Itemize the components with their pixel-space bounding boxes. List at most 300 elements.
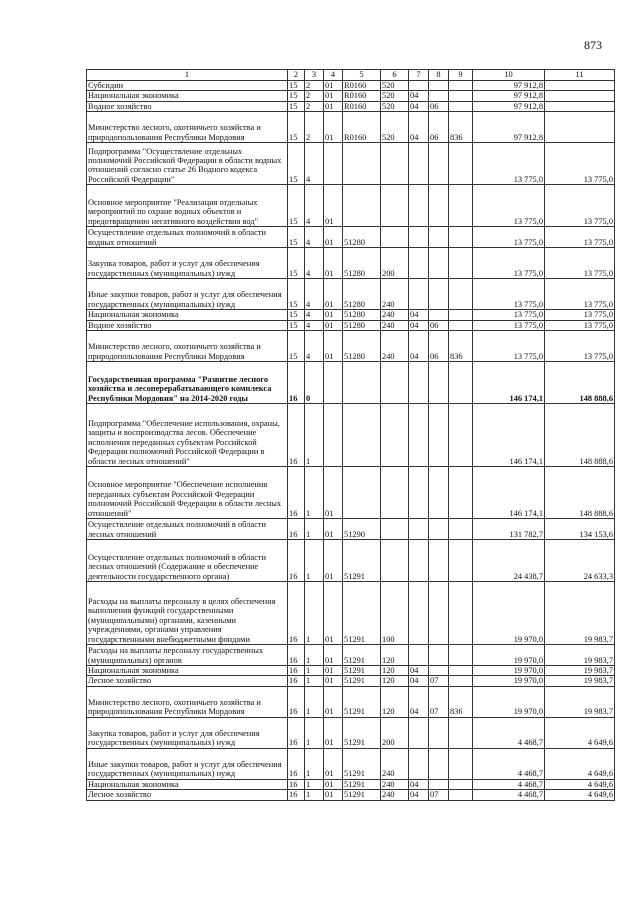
subprogram-cell: 01 (324, 686, 343, 717)
ministry-cell (449, 91, 473, 101)
subsection-cell (429, 143, 449, 185)
subsection-cell: 07 (429, 790, 449, 800)
section-cell: 04 (409, 676, 429, 686)
header-cell: 8 (429, 70, 449, 81)
table-row (87, 686, 615, 717)
section-cell (409, 185, 429, 227)
table-row (87, 143, 615, 185)
ministry-cell (449, 310, 473, 320)
header-cell: 11 (545, 70, 615, 81)
expense-type-cell: 100 (381, 582, 409, 645)
amount-2019-cell: 13 775,0 (473, 279, 545, 310)
chapter-cell: 15 (288, 91, 305, 101)
expense-type-cell (381, 185, 409, 227)
chapter-cell: 15 (288, 81, 305, 91)
header-cell: 9 (449, 70, 473, 81)
ministry-cell (449, 519, 473, 540)
target-article-cell: 51291 (343, 790, 381, 800)
amount-2020-cell: 19 983,7 (545, 645, 615, 666)
subprogram-cell: 01 (324, 779, 343, 789)
subsection-cell (429, 582, 449, 645)
row-name-cell: Лесное хозяйство (87, 790, 288, 800)
row-name-cell: Осуществление отдельных полномочий в области водных отношений (87, 227, 288, 248)
table-row (87, 320, 615, 330)
program-cell: 1 (305, 645, 324, 666)
amount-2020-cell: 13 775,0 (545, 227, 615, 248)
target-article-cell: R0160 (343, 91, 381, 101)
subprogram-cell: 01 (324, 227, 343, 248)
amount-2020-cell: 19 983,7 (545, 666, 615, 676)
amount-2019-cell: 146 174,1 (473, 404, 545, 467)
section-cell (409, 645, 429, 666)
ministry-cell (449, 779, 473, 789)
subsection-cell: 06 (429, 320, 449, 330)
table-body (87, 81, 615, 801)
amount-2020-cell: 19 983,7 (545, 686, 615, 717)
expense-type-cell: 520 (381, 101, 409, 111)
chapter-cell: 15 (288, 279, 305, 310)
program-cell: 4 (305, 248, 324, 279)
amount-2020-cell: 4 649,6 (545, 779, 615, 789)
subsection-cell (429, 645, 449, 666)
amount-2019-cell: 4 468,7 (473, 717, 545, 748)
program-cell: 1 (305, 717, 324, 748)
amount-2020-cell: 13 775,0 (545, 248, 615, 279)
ministry-cell (449, 676, 473, 686)
target-article-cell: 51280 (343, 320, 381, 330)
table-row (87, 582, 615, 645)
ministry-cell (449, 666, 473, 676)
amount-2019-cell: 13 775,0 (473, 185, 545, 227)
header-cell: 1 (87, 70, 288, 81)
program-cell: 4 (305, 310, 324, 320)
chapter-cell: 16 (288, 467, 305, 519)
table-row (87, 279, 615, 310)
table-row (87, 404, 615, 467)
row-name-cell: Закупка товаров, работ и услуг для обеспечения государственных (муниципальных) нужд (87, 717, 288, 748)
amount-2019-cell: 97 912,8 (473, 112, 545, 143)
amount-2020-cell: 148 888,6 (545, 467, 615, 519)
subprogram-cell: 01 (324, 666, 343, 676)
ministry-cell: 836 (449, 112, 473, 143)
target-article-cell (343, 362, 381, 404)
amount-2020-cell: 19 983,7 (545, 676, 615, 686)
subprogram-cell: 01 (324, 790, 343, 800)
program-cell: 4 (305, 143, 324, 185)
expense-type-cell: 240 (381, 790, 409, 800)
row-name-cell: Лесное хозяйство (87, 676, 288, 686)
header-cell: 10 (473, 70, 545, 81)
ministry-cell (449, 143, 473, 185)
subsection-cell (429, 467, 449, 519)
program-cell: 1 (305, 790, 324, 800)
chapter-cell: 16 (288, 362, 305, 404)
program-cell: 0 (305, 362, 324, 404)
header-cell: 7 (409, 70, 429, 81)
program-cell: 1 (305, 519, 324, 540)
chapter-cell: 16 (288, 717, 305, 748)
table-row (87, 91, 615, 101)
amount-2020-cell: 134 153,6 (545, 519, 615, 540)
ministry-cell (449, 467, 473, 519)
target-article-cell: R0160 (343, 101, 381, 111)
program-cell: 1 (305, 686, 324, 717)
subsection-cell: 07 (429, 676, 449, 686)
page-number: 873 (584, 38, 602, 52)
program-cell: 4 (305, 227, 324, 248)
ministry-cell (449, 279, 473, 310)
subprogram-cell: 01 (324, 279, 343, 310)
chapter-cell: 16 (288, 666, 305, 676)
expense-type-cell: 240 (381, 779, 409, 789)
section-cell: 04 (409, 666, 429, 676)
subprogram-cell: 01 (324, 676, 343, 686)
amount-2019-cell: 146 174,1 (473, 467, 545, 519)
table-row (87, 666, 615, 676)
chapter-cell: 16 (288, 748, 305, 779)
section-cell (409, 227, 429, 248)
row-name-cell: Водное хозяйство (87, 320, 288, 330)
amount-2019-cell: 13 775,0 (473, 331, 545, 362)
target-article-cell: 51290 (343, 519, 381, 540)
expense-type-cell: 120 (381, 686, 409, 717)
program-cell: 1 (305, 676, 324, 686)
row-name-cell: Национальная экономика (87, 91, 288, 101)
section-cell (409, 362, 429, 404)
subsection-cell (429, 666, 449, 676)
ministry-cell (449, 81, 473, 91)
expense-type-cell: 240 (381, 279, 409, 310)
row-name-cell: Подпрограмма "Осуществление отдельных полномочий Российской Федерации в области водных отношений согласно статье 26 Водного кодекса Российской Федерации" (87, 143, 288, 185)
ministry-cell (449, 362, 473, 404)
header-cell: 6 (381, 70, 409, 81)
subprogram-cell: 01 (324, 248, 343, 279)
target-article-cell: 51291 (343, 748, 381, 779)
subprogram-cell: 01 (324, 101, 343, 111)
amount-2020-cell: 24 633,3 (545, 540, 615, 582)
target-article-cell: 51291 (343, 666, 381, 676)
amount-2019-cell: 19 970,0 (473, 666, 545, 676)
ministry-cell (449, 248, 473, 279)
subprogram-cell: 01 (324, 519, 343, 540)
amount-2019-cell: 13 775,0 (473, 143, 545, 185)
amount-2020-cell: 13 775,0 (545, 279, 615, 310)
expense-type-cell (381, 467, 409, 519)
target-article-cell: 51291 (343, 686, 381, 717)
subsection-cell (429, 91, 449, 101)
subsection-cell (429, 779, 449, 789)
chapter-cell: 15 (288, 310, 305, 320)
ministry-cell (449, 748, 473, 779)
target-article-cell: 51291 (343, 717, 381, 748)
ministry-cell (449, 582, 473, 645)
target-article-cell (343, 404, 381, 467)
expense-type-cell: 240 (381, 331, 409, 362)
subsection-cell (429, 310, 449, 320)
expense-type-cell: 240 (381, 748, 409, 779)
expense-type-cell: 120 (381, 666, 409, 676)
row-name-cell: Основное мероприятие "Реализация отдельных мероприятий по охране водных объектов и предотвращению негативного воздействия вод" (87, 185, 288, 227)
amount-2019-cell: 19 970,0 (473, 582, 545, 645)
section-cell (409, 519, 429, 540)
expense-type-cell: 120 (381, 676, 409, 686)
subsection-cell (429, 540, 449, 582)
ministry-cell (449, 227, 473, 248)
chapter-cell: 16 (288, 404, 305, 467)
table-row (87, 310, 615, 320)
target-article-cell (343, 467, 381, 519)
table-row (87, 331, 615, 362)
chapter-cell: 16 (288, 645, 305, 666)
subprogram-cell (324, 362, 343, 404)
amount-2020-cell: 148 888,6 (545, 404, 615, 467)
subprogram-cell (324, 143, 343, 185)
ministry-cell (449, 540, 473, 582)
subprogram-cell: 01 (324, 112, 343, 143)
amount-2020-cell: 13 775,0 (545, 143, 615, 185)
subsection-cell (429, 227, 449, 248)
section-cell (409, 81, 429, 91)
chapter-cell: 16 (288, 540, 305, 582)
expense-type-cell (381, 143, 409, 185)
row-name-cell: Расходы на выплаты персоналу в целях обеспечения выполнения функций государственными (муниципальными) органами, казенными учреждениями, органами управления государственными внебюджетными фондами (87, 582, 288, 645)
expense-type-cell (381, 540, 409, 582)
table-row (87, 779, 615, 789)
section-cell (409, 717, 429, 748)
subsection-cell (429, 519, 449, 540)
amount-2020-cell: 4 649,6 (545, 717, 615, 748)
subsection-cell (429, 748, 449, 779)
subprogram-cell: 01 (324, 185, 343, 227)
program-cell: 2 (305, 81, 324, 91)
chapter-cell: 15 (288, 185, 305, 227)
amount-2019-cell: 131 782,7 (473, 519, 545, 540)
amount-2020-cell: 13 775,0 (545, 320, 615, 330)
table-row (87, 748, 615, 779)
target-article-cell: 51280 (343, 279, 381, 310)
section-cell: 04 (409, 331, 429, 362)
amount-2020-cell: 13 775,0 (545, 185, 615, 227)
section-cell: 04 (409, 320, 429, 330)
row-name-cell: Осуществление отдельных полномочий в области лесных отношений (87, 519, 288, 540)
chapter-cell: 16 (288, 582, 305, 645)
chapter-cell: 15 (288, 331, 305, 362)
header-cell: 3 (305, 70, 324, 81)
header-cell: 5 (343, 70, 381, 81)
program-cell: 2 (305, 112, 324, 143)
amount-2020-cell: 13 775,0 (545, 310, 615, 320)
header-row (87, 70, 615, 81)
table-row (87, 112, 615, 143)
section-cell (409, 582, 429, 645)
section-cell (409, 404, 429, 467)
expense-type-cell: 200 (381, 248, 409, 279)
amount-2020-cell (545, 101, 615, 111)
expense-type-cell (381, 227, 409, 248)
subprogram-cell: 01 (324, 331, 343, 362)
amount-2020-cell (545, 112, 615, 143)
program-cell: 4 (305, 331, 324, 362)
section-cell (409, 279, 429, 310)
row-name-cell: Министерство лесного, охотничьего хозяйства и природопользования Республики Мордовия (87, 331, 288, 362)
row-name-cell: Подпрограмма "Обеспечение использования, охраны, защиты и воспроизводства лесов. Обеспечение исполнения переданных субъектам Российской Федерации полномочий Российской Федерации в области лесных отношений" (87, 404, 288, 467)
section-cell (409, 467, 429, 519)
table-row (87, 540, 615, 582)
target-article-cell: 51280 (343, 331, 381, 362)
section-cell: 04 (409, 779, 429, 789)
ministry-cell: 836 (449, 331, 473, 362)
program-cell: 4 (305, 185, 324, 227)
row-name-cell: Государственная программа "Развитие лесного хозяйства и лесоперерабатывающего комплекса Республики Мордовия" на 2014-2020 годы (87, 362, 288, 404)
chapter-cell: 15 (288, 227, 305, 248)
expense-type-cell: 520 (381, 91, 409, 101)
expense-type-cell: 520 (381, 112, 409, 143)
subprogram-cell: 01 (324, 717, 343, 748)
expense-type-cell: 520 (381, 81, 409, 91)
target-article-cell (343, 185, 381, 227)
subprogram-cell: 01 (324, 310, 343, 320)
expense-type-cell (381, 404, 409, 467)
expense-type-cell: 240 (381, 310, 409, 320)
chapter-cell: 15 (288, 101, 305, 111)
section-cell (409, 540, 429, 582)
amount-2019-cell: 19 970,0 (473, 676, 545, 686)
subsection-cell (429, 717, 449, 748)
subprogram-cell: 01 (324, 320, 343, 330)
amount-2020-cell: 148 888,6 (545, 362, 615, 404)
subsection-cell (429, 185, 449, 227)
amount-2019-cell: 13 775,0 (473, 320, 545, 330)
expense-type-cell: 200 (381, 717, 409, 748)
ministry-cell (449, 645, 473, 666)
expense-type-cell: 240 (381, 320, 409, 330)
ministry-cell (449, 404, 473, 467)
program-cell: 1 (305, 666, 324, 676)
row-name-cell: Субсидии (87, 81, 288, 91)
target-article-cell: R0160 (343, 81, 381, 91)
chapter-cell: 16 (288, 779, 305, 789)
amount-2019-cell: 97 912,8 (473, 101, 545, 111)
program-cell: 1 (305, 582, 324, 645)
target-article-cell: 51291 (343, 540, 381, 582)
amount-2020-cell (545, 91, 615, 101)
row-name-cell: Иные закупки товаров, работ и услуг для обеспечения государственных (муниципальных) нужд (87, 748, 288, 779)
program-cell: 1 (305, 404, 324, 467)
program-cell: 1 (305, 540, 324, 582)
section-cell: 04 (409, 101, 429, 111)
section-cell (409, 748, 429, 779)
expense-type-cell (381, 519, 409, 540)
target-article-cell: 51291 (343, 645, 381, 666)
subsection-cell (429, 279, 449, 310)
amount-2019-cell: 97 912,8 (473, 81, 545, 91)
amount-2019-cell: 19 970,0 (473, 686, 545, 717)
row-name-cell: Национальная экономика (87, 779, 288, 789)
subprogram-cell: 01 (324, 91, 343, 101)
expense-type-cell (381, 362, 409, 404)
chapter-cell: 16 (288, 686, 305, 717)
subprogram-cell: 01 (324, 540, 343, 582)
chapter-cell: 15 (288, 320, 305, 330)
row-name-cell: Основное мероприятие "Обеспечение исполнения переданных субъектам Российской Федерации полномочий Российской Федерации в области лесных отношений" (87, 467, 288, 519)
amount-2019-cell: 4 468,7 (473, 779, 545, 789)
amount-2020-cell: 4 649,6 (545, 748, 615, 779)
section-cell: 04 (409, 686, 429, 717)
ministry-cell (449, 717, 473, 748)
amount-2019-cell: 146 174,1 (473, 362, 545, 404)
chapter-cell: 16 (288, 676, 305, 686)
row-name-cell: Национальная экономика (87, 666, 288, 676)
subsection-cell: 06 (429, 331, 449, 362)
amount-2019-cell: 13 775,0 (473, 248, 545, 279)
target-article-cell: 51280 (343, 248, 381, 279)
amount-2019-cell: 13 775,0 (473, 310, 545, 320)
target-article-cell: 51280 (343, 227, 381, 248)
amount-2019-cell: 4 468,7 (473, 748, 545, 779)
section-cell (409, 248, 429, 279)
amount-2020-cell: 4 649,6 (545, 790, 615, 800)
program-cell: 1 (305, 779, 324, 789)
program-cell: 1 (305, 467, 324, 519)
row-name-cell: Расходы на выплаты персоналу государственных (муниципальных) органов (87, 645, 288, 666)
row-name-cell: Иные закупки товаров, работ и услуг для обеспечения государственных (муниципальных) нужд (87, 279, 288, 310)
chapter-cell: 15 (288, 143, 305, 185)
row-name-cell: Министерство лесного, охотничьего хозяйства и природопользования Республики Мордовия (87, 112, 288, 143)
amount-2020-cell: 13 775,0 (545, 331, 615, 362)
table-row (87, 717, 615, 748)
row-name-cell: Осуществление отдельных полномочий в области лесных отношений (Содержание и обеспечение деятельности государственного органа) (87, 540, 288, 582)
amount-2019-cell: 19 970,0 (473, 645, 545, 666)
row-name-cell: Министерство лесного, охотничьего хозяйства и природопользования Республики Мордовия (87, 686, 288, 717)
amount-2019-cell: 4 468,7 (473, 790, 545, 800)
amount-2019-cell: 24 438,7 (473, 540, 545, 582)
program-cell: 4 (305, 320, 324, 330)
ministry-cell (449, 320, 473, 330)
ministry-cell (449, 101, 473, 111)
header-cell: 2 (288, 70, 305, 81)
table-row (87, 185, 615, 227)
row-name-cell: Водное хозяйство (87, 101, 288, 111)
table-row (87, 101, 615, 111)
amount-2019-cell: 13 775,0 (473, 227, 545, 248)
ministry-cell: 836 (449, 686, 473, 717)
row-name-cell: Национальная экономика (87, 310, 288, 320)
target-article-cell: 51291 (343, 582, 381, 645)
subsection-cell: 07 (429, 686, 449, 717)
program-cell: 2 (305, 101, 324, 111)
target-article-cell: R0160 (343, 112, 381, 143)
subsection-cell (429, 81, 449, 91)
section-cell: 04 (409, 91, 429, 101)
program-cell: 2 (305, 91, 324, 101)
subprogram-cell: 01 (324, 467, 343, 519)
subsection-cell (429, 248, 449, 279)
table-row (87, 790, 615, 800)
table-row (87, 227, 615, 248)
amount-2020-cell: 19 983,7 (545, 582, 615, 645)
target-article-cell: 51291 (343, 779, 381, 789)
subprogram-cell: 01 (324, 81, 343, 91)
header-cell: 4 (324, 70, 343, 81)
program-cell: 1 (305, 748, 324, 779)
subsection-cell (429, 362, 449, 404)
subprogram-cell (324, 404, 343, 467)
program-cell: 4 (305, 279, 324, 310)
amount-2019-cell: 97 912,8 (473, 91, 545, 101)
section-cell: 04 (409, 310, 429, 320)
budget-table (86, 69, 615, 801)
section-cell: 04 (409, 112, 429, 143)
